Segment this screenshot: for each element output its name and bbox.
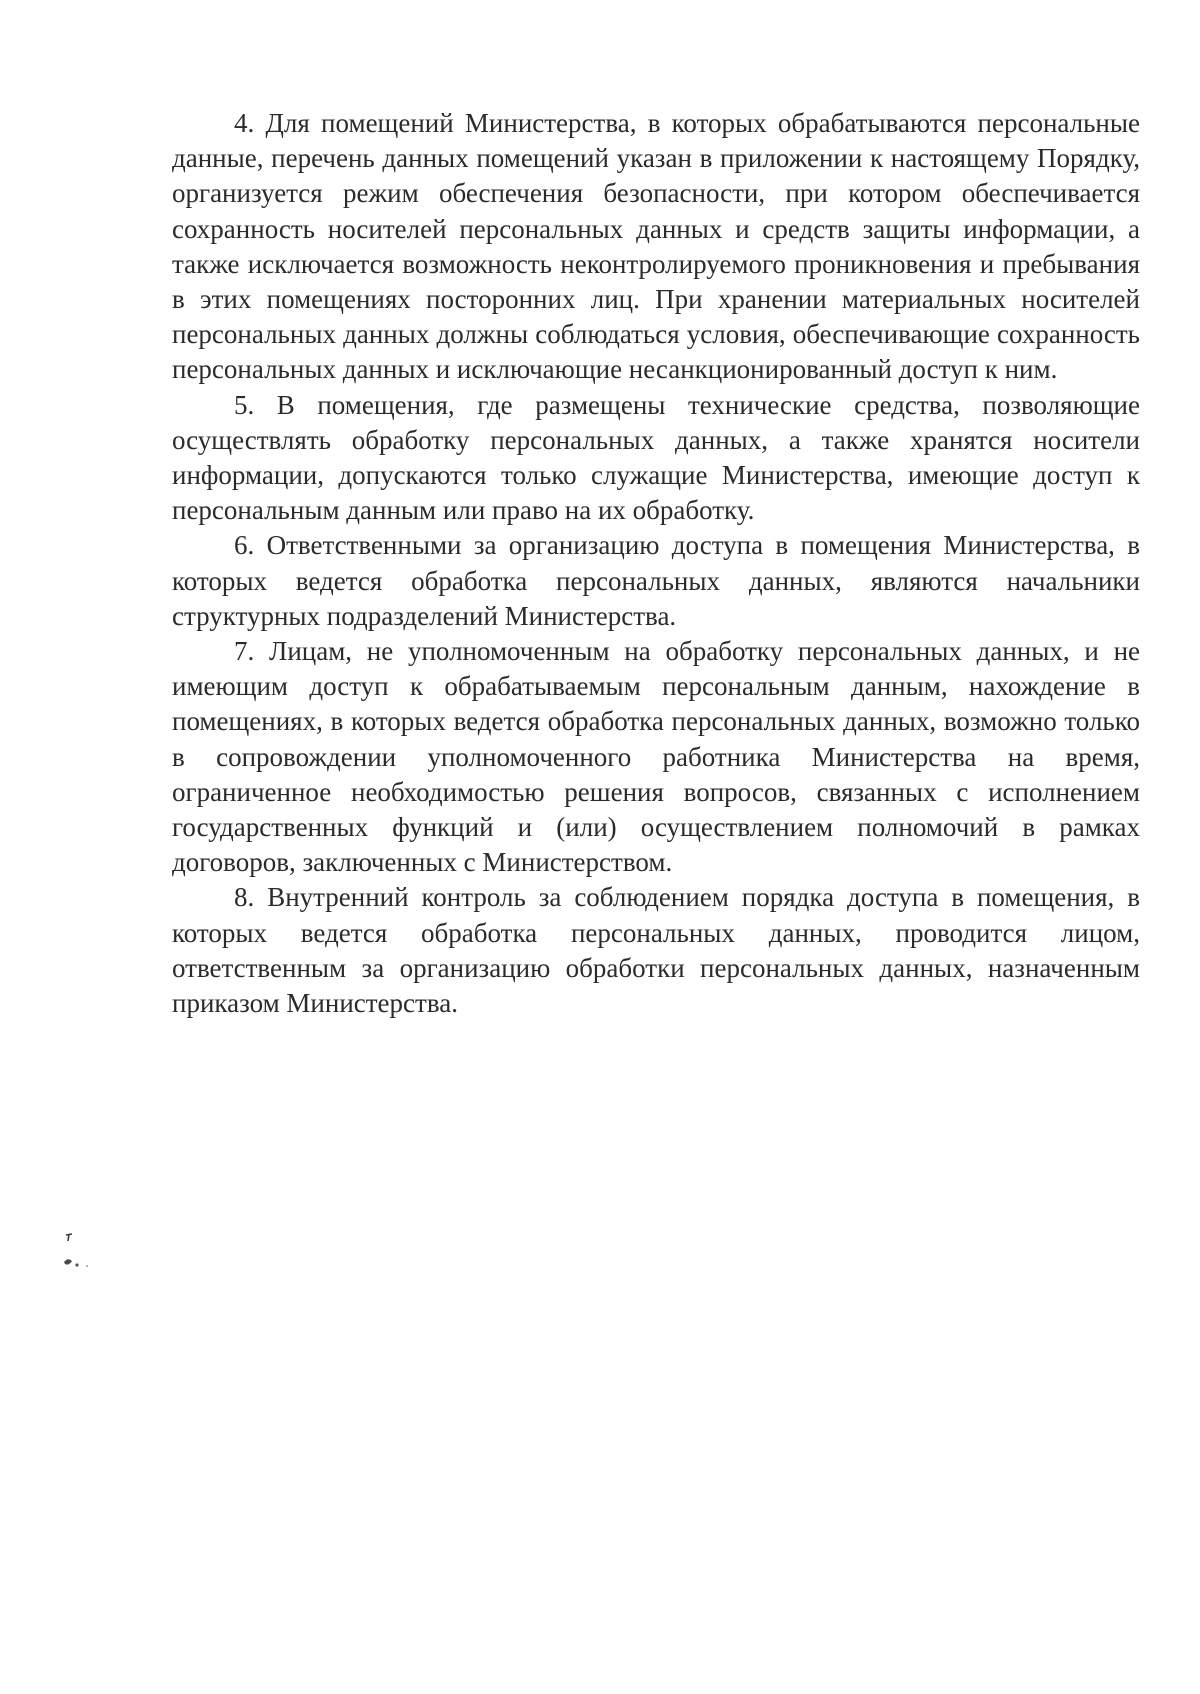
paragraph-4: 4. Для помещений Министерства, в которых обрабатываются персональные данные, перечень данных помещений указан в приложении к настоящему Порядку, организуется режим обеспечения безопасности, при котором обеспечивается сохранность носителей персональных данных и средств защиты информации, а также исключается возможность неконтролируемого проникновения и пребывания в этих помещениях посторонних лиц. При хранении материальных носителей персональных данных должны соблюдаться условия, обеспечивающие сохранность персональных данных и исключающие несанкционированный доступ к ним. [172,108,1140,385]
paragraph-7: 7. Лицам, не уполномоченным на обработку персональных данных, и не имеющим доступ к обрабатываемым персональным данным, нахождение в помещениях, в которых ведется обработка персональных данных, возможно только в сопровождении уполномоченного работника Министерства на время, ограниченное необходимостью решения вопросов, связанных с исполнением государственных функций и (или) осуществлением полномочий в рамках договоров, заключенных с Министерством. [172,636,1140,878]
scan-artifact-marks [60,1232,120,1282]
paragraph-8: 8. Внутренний контроль за соблюдением порядка доступа в помещения, в которых ведется обработка персональных данных, проводится лицом, ответственным за организацию обработки персональных данных, назначенным приказом Министерства. [172,882,1140,1019]
paragraph-5: 5. В помещения, где размещены технические средства, позволяющие осуществлять обработку персональных данных, а также хранятся носители информации, допускаются только служащие Министерства, имеющие доступ к персональным данным или право на их обработку. [172,389,1140,526]
document-body [172,106,1140,1021]
paragraph-6: 6. Ответственными за организацию доступа в помещения Министерства, в которых ведется обработка персональных данных, являются начальники структурных подразделений Министерства. [172,530,1140,631]
